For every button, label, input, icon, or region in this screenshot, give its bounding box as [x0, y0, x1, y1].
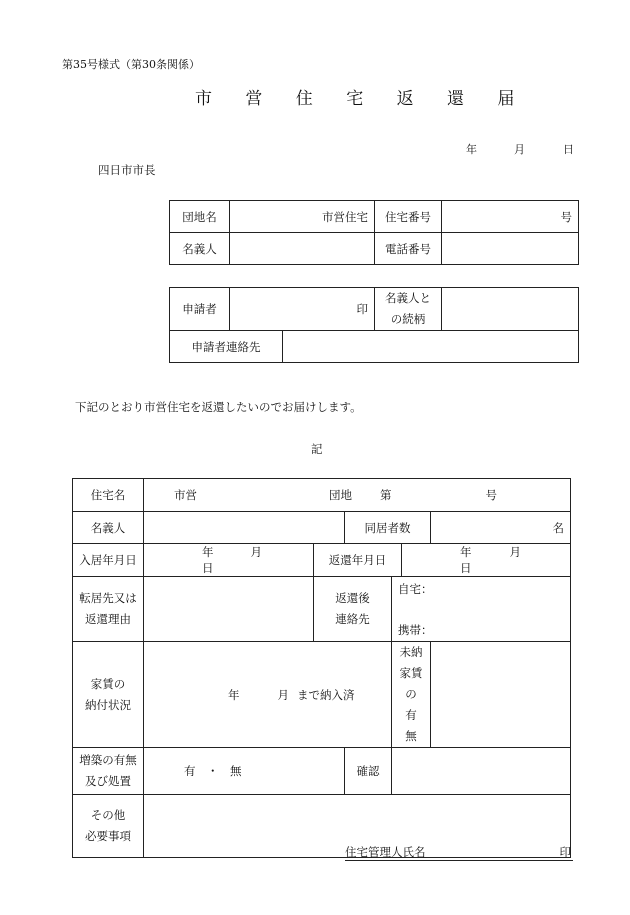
other-line1: その他 — [90, 808, 126, 822]
renovation-options[interactable]: 有 ・ 無 — [184, 764, 242, 778]
date-month-label: 月 — [514, 143, 525, 156]
relation-label-line2: の続柄 — [390, 312, 426, 326]
house-name-dai: 第 — [380, 488, 392, 502]
return-day: 日 — [460, 561, 472, 575]
contact-after-line1: 返還後 — [335, 591, 370, 605]
rent-status-field[interactable] — [144, 642, 392, 748]
cohabitants-label: 同居者数 — [345, 512, 431, 544]
rent-month: 月 — [277, 687, 289, 702]
confirm-field[interactable] — [392, 748, 571, 795]
moving-reason-line1: 転居先又は — [79, 591, 137, 605]
return-date-field[interactable] — [402, 544, 571, 577]
applicant-seal: 印 — [356, 302, 368, 316]
rent-status-line1: 家賃の — [90, 676, 126, 691]
date-year-label: 年 — [466, 143, 477, 156]
ki-label: 記 — [311, 442, 323, 456]
applicant-field[interactable] — [230, 288, 375, 331]
form-number: 第35号様式（第30条関係） — [62, 58, 200, 71]
unpaid-rent-field[interactable] — [431, 642, 571, 748]
rent-status-label — [73, 642, 144, 748]
complex-name-field[interactable] — [230, 201, 375, 233]
relation-label — [375, 288, 442, 331]
other-label — [73, 795, 144, 858]
holder-label: 名義人 — [170, 233, 230, 265]
moving-reason-label — [73, 577, 144, 642]
move-in-month: 月 — [250, 545, 262, 559]
rent-paid-suffix: まで納入済 — [297, 687, 355, 702]
manager-name-label: 住宅管理人氏名 — [345, 845, 426, 859]
house-number-field[interactable] — [442, 201, 579, 233]
confirm-label: 確認 — [345, 748, 392, 795]
main-table — [72, 478, 571, 858]
unpaid-rent-line1: 未納家賃の — [399, 645, 423, 701]
unpaid-rent-options[interactable]: 有 無 — [405, 708, 429, 743]
house-name-field[interactable] — [144, 479, 571, 512]
move-in-date-field[interactable] — [144, 544, 314, 577]
manager-seal: 印 — [559, 845, 571, 859]
rent-status-line2: 納付状況 — [85, 697, 131, 712]
moving-reason-line2: 返還理由 — [85, 612, 131, 626]
other-line2: 必要事項 — [85, 829, 131, 843]
relation-field[interactable] — [442, 288, 579, 331]
complex-name-suffix: 市営住宅 — [322, 209, 368, 224]
moving-reason-field[interactable] — [144, 577, 314, 642]
holder-field[interactable] — [230, 233, 375, 265]
unpaid-rent-label — [392, 642, 431, 748]
house-name-city: 市営 — [174, 488, 197, 502]
contact-after-label — [314, 577, 392, 642]
renovation-line2: 及び処置 — [85, 774, 131, 788]
house-number-label: 住宅番号 — [375, 201, 442, 233]
return-year: 年 — [460, 545, 472, 559]
date-line — [466, 141, 574, 157]
holder-name-label: 名義人 — [73, 512, 144, 544]
move-in-day: 日 — [202, 561, 214, 575]
phone-field[interactable] — [442, 233, 579, 265]
return-month: 月 — [509, 545, 521, 559]
holder-name-field[interactable] — [144, 512, 345, 544]
house-name-label: 住宅名 — [73, 479, 144, 512]
contact-after-field[interactable] — [392, 577, 571, 642]
complex-name-label: 団地名 — [170, 201, 230, 233]
phone-label: 電話番号 — [375, 233, 442, 265]
applicant-table — [169, 287, 579, 363]
manager-signature-line[interactable] — [345, 844, 573, 861]
house-name-go: 号 — [485, 488, 497, 502]
housing-table — [169, 200, 579, 265]
addressee: 四日市市長 — [98, 163, 156, 177]
mobile-phone-label: 携帯： — [398, 623, 433, 637]
applicant-contact-label: 申請者連絡先 — [170, 331, 283, 363]
applicant-label: 申請者 — [170, 288, 230, 331]
home-phone-label: 自宅： — [398, 582, 433, 596]
cohabitants-unit: 名 — [552, 520, 565, 535]
move-in-date-label: 入居年月日 — [73, 544, 144, 577]
relation-label-line1: 名義人と — [385, 291, 431, 305]
cohabitants-field[interactable] — [431, 512, 571, 544]
request-sentence: 下記のとおり市営住宅を返還したいのでお届けします。 — [75, 400, 362, 414]
return-date-label: 返還年月日 — [314, 544, 402, 577]
renovation-field[interactable] — [144, 748, 345, 795]
contact-after-line2: 連絡先 — [335, 612, 370, 626]
applicant-contact-field[interactable] — [283, 331, 579, 363]
date-day-label: 日 — [563, 143, 574, 156]
document-title: 市 営 住 宅 返 還 届 — [195, 89, 529, 109]
renovation-line1: 増築の有無 — [79, 753, 137, 767]
renovation-label — [73, 748, 144, 795]
house-name-complex: 団地 — [329, 488, 352, 502]
rent-year: 年 — [228, 687, 240, 702]
move-in-year: 年 — [202, 545, 214, 559]
house-number-suffix: 号 — [560, 209, 572, 224]
